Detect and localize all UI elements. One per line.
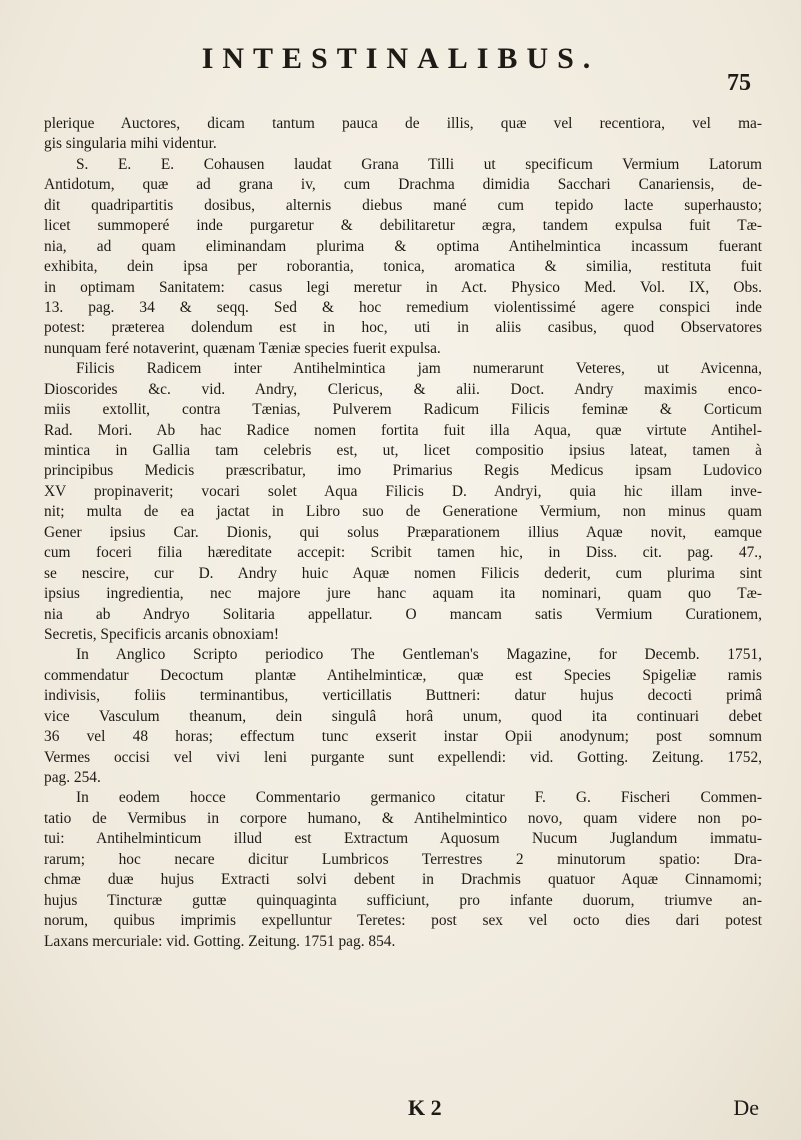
text-line: potest: præterea dolendum est in hoc, uti in aliis casibus, quod Observatores [44,319,762,337]
text-line: 13. pag. 34 & seqq. Sed & hoc remedium violentissimé agere conspici inde [44,298,762,316]
page-number: 75 [727,70,751,96]
text-line: ipsius ingredientia, nec majore jure hanc aquam ita nominari, quam quo Tæ- [44,585,762,603]
text-line: indivisis, foliis terminantibus, verticillatis Buttneri: datur hujus decocti primâ [44,687,762,705]
text-line: plerique Auctores, dicam tantum pauca de illis, quæ vel recentiora, vel ma- [44,115,762,132]
text-line: Laxans mercuriale: vid. Gotting. Zeitung. 1751 pag. 854. [44,932,396,950]
text-line: chmæ duæ hujus Extracti solvi debent in Drachmis quatuor Aquæ Cinnamomi; [44,871,762,889]
text-line: gis singularia mihi videntur. [44,135,217,153]
text-line: dit quadripartitis dosibus, alternis diebus mané cum tepido lacte superhausto; [44,196,762,214]
signature-mark: K 2 [408,1095,442,1120]
text-line: Rad. Mori. Ab hac Radice nomen fortita fuit illa Aqua, quæ virtute Antihel- [44,421,762,439]
text-line: se nescire, cur D. Andry huic Aquæ nomen Filicis dederit, cum plurima sint [44,564,762,582]
text-line: rarum; hoc necare dicitur Lumbricos Terrestres 2 minutorum spatio: Dra- [44,850,762,868]
text-line: principibus Medicis præscribatur, imo Primarius Regis Medicus ipsam Ludovico [44,462,762,480]
text-line: XV propinaverit; vocari solet Aqua Filicis D. Andryi, quia hic illam inve- [44,482,762,500]
text-line: miis extollit, contra Tænias, Pulverem Radicum Filicis feminæ & Corticum [44,401,762,419]
text-line: nit; multa de ea jactat in Libro suo de Generatione Vermium, non minus quam [44,503,762,521]
text-line: tatio de Vermibus in corpore humano, & Antihelmintico novo, quam videre non po- [44,809,762,827]
text-line: S. E. E. Cohausen laudat Grana Tilli ut specificum Vermium Latorum [76,155,762,173]
text-line: In eodem hocce Commentario germanico citatur F. G. Fischeri Commen- [76,789,762,807]
text-line: cum foceri filia hæreditate accepit: Scribit tamen hic, in Diss. cit. pag. 47., [44,544,762,562]
text-line: 36 vel 48 horas; effectum tunc exserit instar Opii anodynum; post somnum [44,728,762,746]
text-line: hujus Tincturæ guttæ quinquaginta sufficiunt, pro infante duorum, triumve an- [44,891,762,909]
text-line: Secretis, Specificis arcanis obnoxiam! [44,625,280,643]
text-line: In Anglico Scripto periodico The Gentleman's Magazine, for Decemb. 1751, [76,646,762,664]
text-line: norum, quibus imprimis expelluntur Teretes: post sex vel octo dies dari potest [44,912,762,930]
text-line: commendatur Decoctum plantæ Antihelminticæ, quæ est Species Spigeliæ ramis [44,666,762,684]
text-line: Antidotum, quæ ad grana iv, cum Drachma dimidia Sacchari Canariensis, de- [44,176,762,194]
text-line: pag. 254. [44,769,101,786]
catchword: De [733,1095,759,1120]
text-line: Filicis Radicem inter Antihelmintica jam numerarunt Veteres, ut Avicenna, [76,360,762,378]
text-line: exhibita, dein ipsa per roborantia, tonica, aromatica & similia, restituta fuit [44,258,762,276]
text-line: Dioscorides &c. vid. Andry, Clericus, & alii. Doct. Andry maximis enco- [44,380,762,398]
text-line: nunquam feré notaverint, quænam Tæniæ species fuerit expulsa. [44,339,441,357]
text-line: Gener ipsius Car. Dionis, qui solus Præparationem illius Aquæ novit, eamque [44,523,762,541]
text-line: vice Vasculum theanum, dein singulâ horâ unum, quod ita continuari debet [44,707,762,725]
page-footer [0,1095,801,1125]
running-title: INTESTINALIBUS. [201,42,600,75]
body-text [44,114,762,952]
text-line: mintica in Gallia tam celebris est, ut, licet compositio ipsius lateat, tamen à [44,442,762,459]
text-line: nia, ad quam eliminandam plurima & optima Antihelmintica incassum fuerant [44,237,762,255]
text-line: in optimam Sanitatem: casus legi meretur in Act. Physico Med. Vol. IX, Obs. [44,278,762,296]
text-line: Vermes occisi vel vivi leni purgante sunt expellendi: vid. Gotting. Zeitung. 1752, [44,748,762,766]
text-line: tui: Antihelminticum illud est Extractum Aquosum Nucum Juglandum immatu- [44,830,762,848]
text-line: licet summoperé inde purgaretur & debilitaretur ægra, tandem expulsa fuit Tæ- [44,217,762,235]
text-line: nia ab Andryo Solitaria appellatur. O mancam satis Vermium Curationem, [44,605,762,623]
